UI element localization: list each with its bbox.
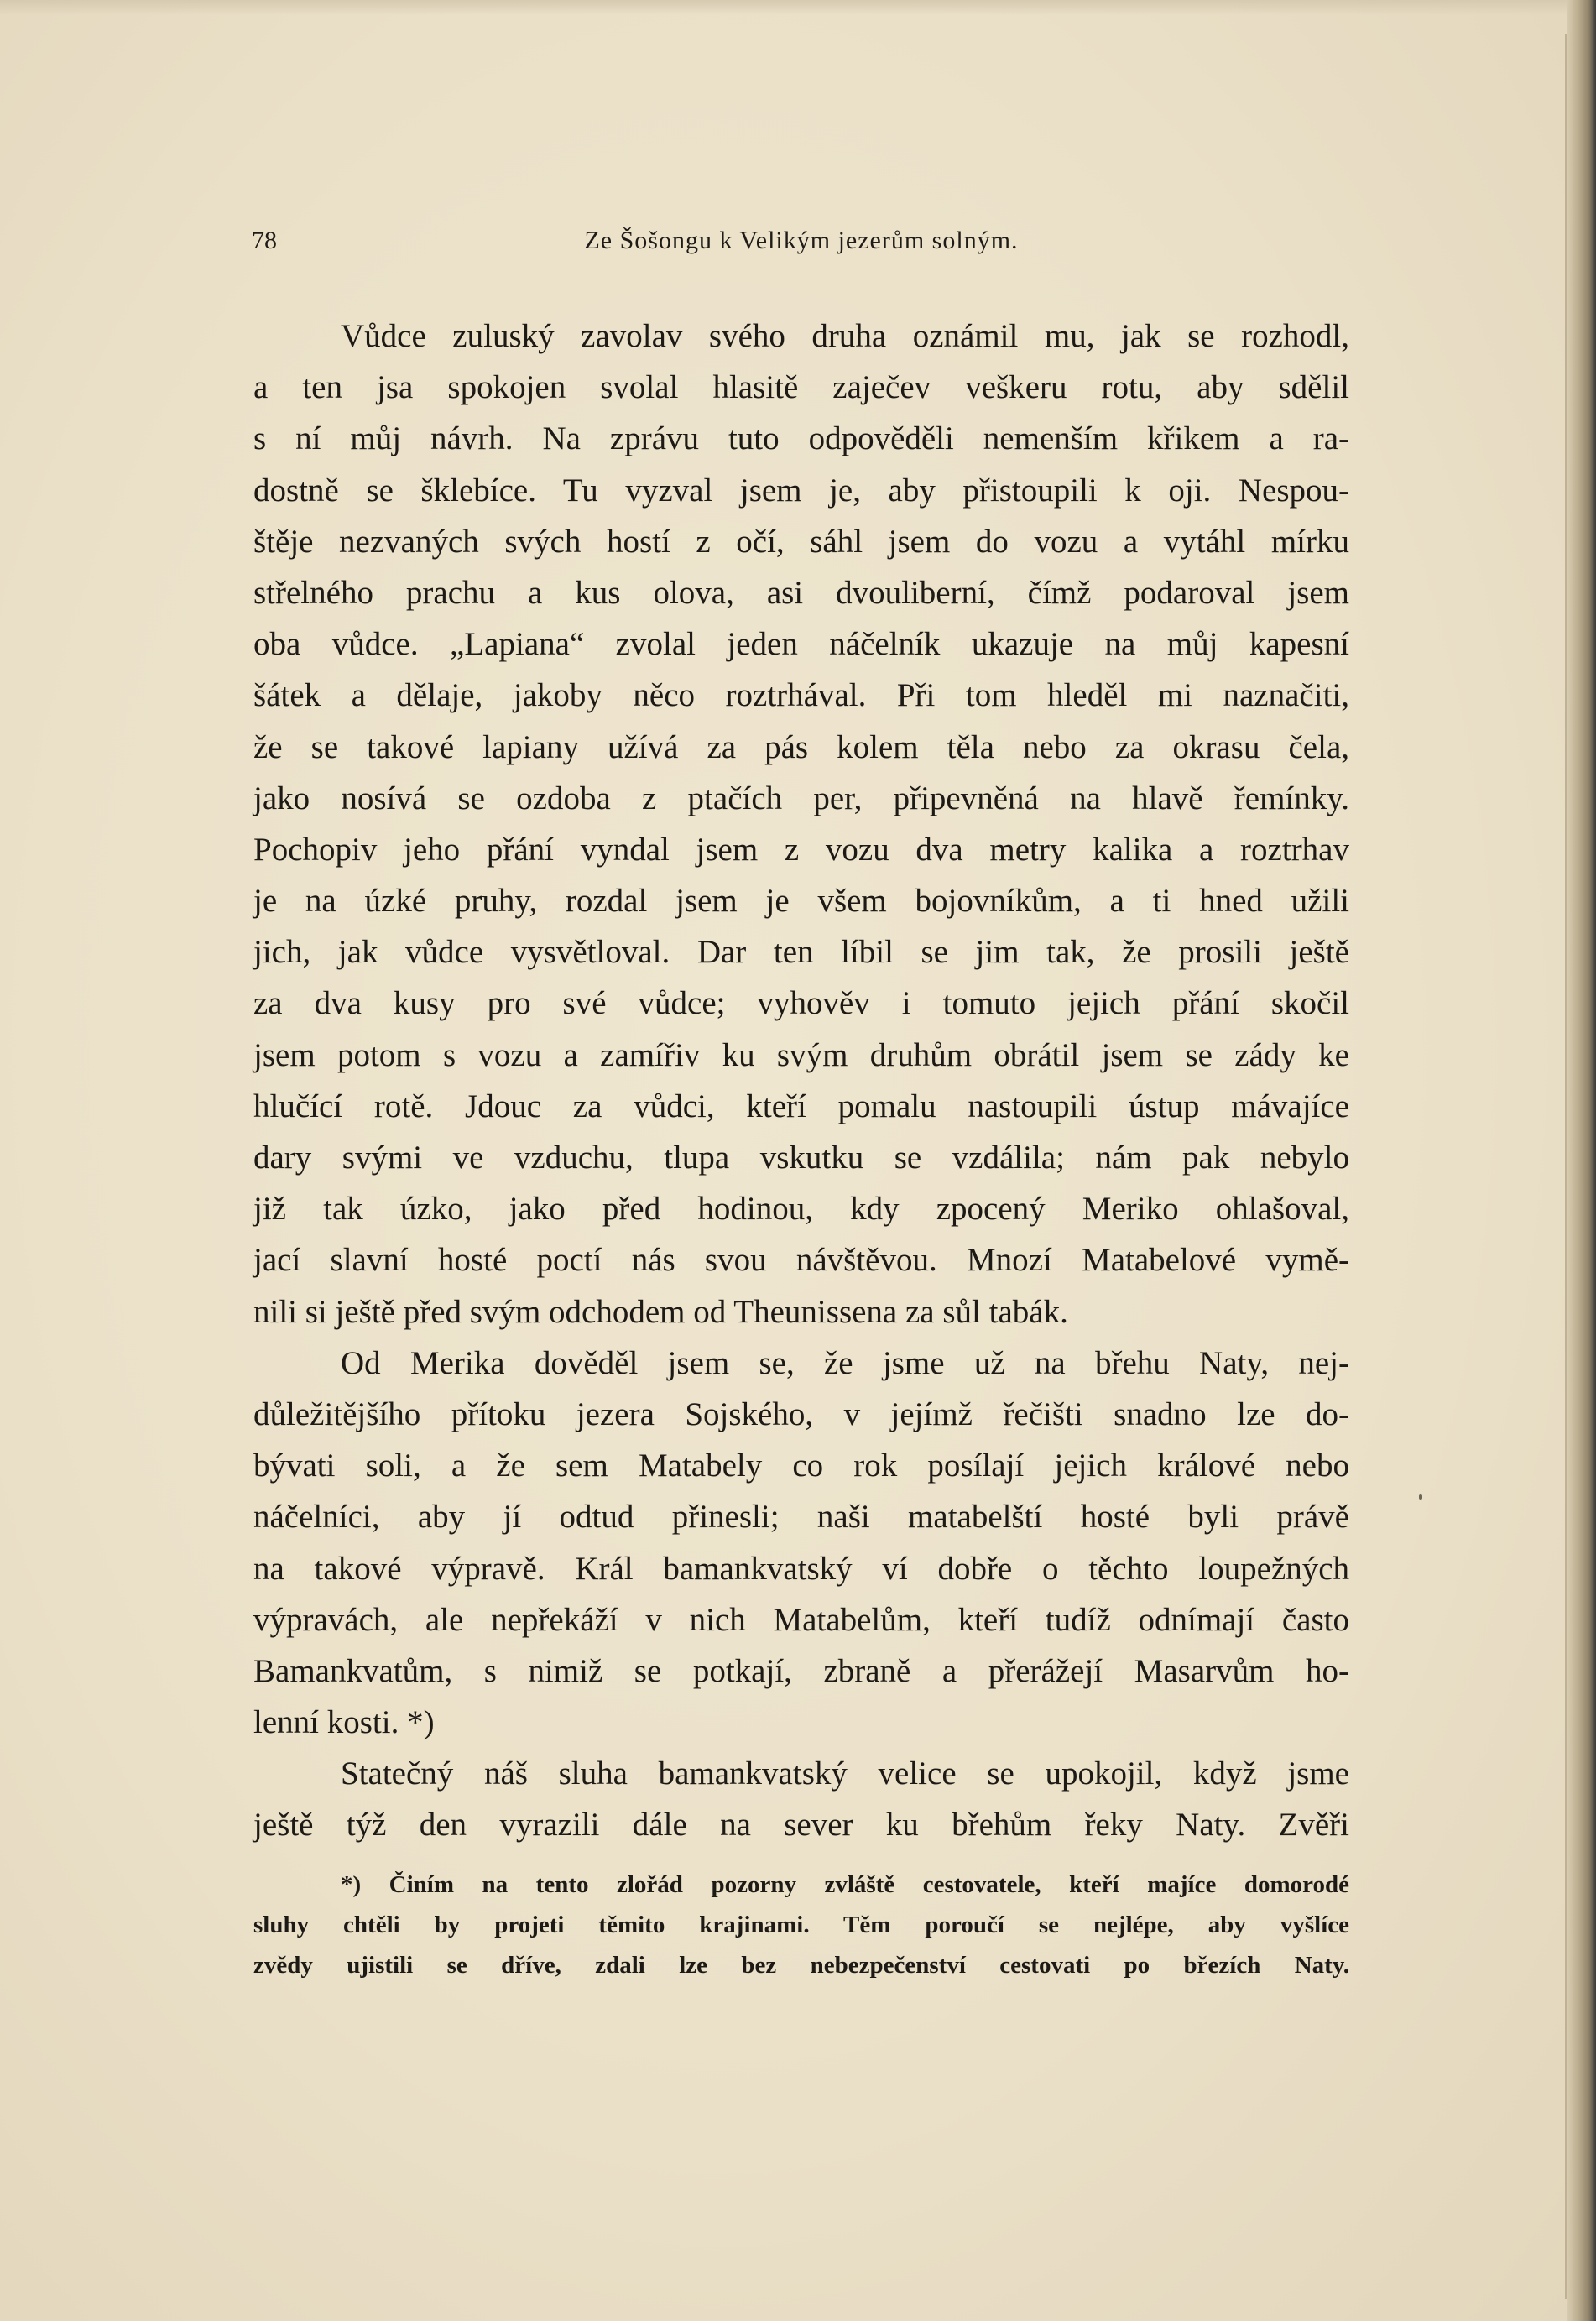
text-line: bývati soli, a že sem Matabely co rok posílají jejich králové nebo bbox=[253, 1447, 1349, 1484]
text-line: lenní kosti. *) bbox=[253, 1704, 435, 1741]
text-line: Pochopiv jeho přání vyndal jsem z vozu dva metry kalika a roztrhav bbox=[253, 831, 1349, 868]
text-line: je na úzké pruhy, rozdal jsem je všem bojovníkům, a ti hned užili bbox=[253, 883, 1349, 920]
text-line: na takové výpravě. Král bamankvatský ví dobře o těchto loupežných bbox=[253, 1550, 1349, 1587]
text-line: dostně se šklebíce. Tu vyzval jsem je, aby přistoupili k oji. Nespou- bbox=[253, 472, 1349, 509]
text-line: za dva kusy pro své vůdce; vyhověv i tomuto jejich přání skočil bbox=[253, 985, 1349, 1022]
text-line: jací slavní hosté poctí nás svou návštěvou. Mnozí Matabelové vymě- bbox=[253, 1242, 1349, 1279]
text-line: oba vůdce. „Lapiana“ zvolal jeden náčelník ukazuje na můj kapesní bbox=[253, 626, 1349, 663]
text-line: výpravách, ale nepřekáží v nich Matabelům, kteří tudíž odnímají často bbox=[253, 1601, 1349, 1638]
text-line: již tak úzko, jako před hodinou, kdy zpocený Meriko ohlašoval, bbox=[253, 1191, 1349, 1228]
footnote-line: zvědy ujistili se dříve, zdali lze bez nebezpečenství cestovati po březích Naty. bbox=[253, 1952, 1349, 1979]
text-line: nili si ještě před svým odchodem od Theunissena za sůl tabák. bbox=[253, 1293, 1068, 1330]
text-line: dary svými ve vzduchu, tlupa vskutku se vzdálila; nám pak nebylo bbox=[253, 1140, 1349, 1176]
body-text bbox=[253, 310, 1349, 1851]
text-line: Statečný náš sluha bamankvatský velice se upokojil, když jsme bbox=[341, 1755, 1349, 1792]
text-line: a ten jsa spokojen svolal hlasitě zaječev veškeru rotu, aby sdělil bbox=[253, 369, 1349, 406]
text-line: jako nosívá se ozdoba z ptačích per, připevněná na hlavě řemínky. bbox=[253, 780, 1349, 816]
paper-speck bbox=[1419, 1494, 1422, 1500]
text-line: ještě týž den vyrazili dále na sever ku břehům řeky Naty. Zvěři bbox=[253, 1807, 1349, 1844]
text-line: důležitějšího přítoku jezera Sojského, v jejímž řečišti snadno lze do- bbox=[253, 1395, 1349, 1432]
text-line: střelného prachu a kus olova, asi dvouliberní, čímž podaroval jsem bbox=[253, 574, 1349, 611]
text-line: hlučící rotě. Jdouc za vůdci, kteří pomalu nastoupili ústup mávajíce bbox=[253, 1087, 1349, 1124]
footnote-line: sluhy chtěli by projeti těmito krajinami. Těm poroučí se nejlépe, aby vyšlíce bbox=[253, 1912, 1349, 1938]
footnote-line: *) Činím na tento zlořád pozorny zvláště cestovatele, kteří majíce domorodé bbox=[341, 1871, 1349, 1898]
page-number: 78 bbox=[252, 227, 277, 254]
running-title: Ze Šošongu k Velikým jezerům solným. bbox=[584, 227, 1019, 254]
text-line: Vůdce zuluský zavolav svého druha oznámil mu, jak se rozhodl, bbox=[341, 318, 1349, 354]
text-line: jich, jak vůdce vysvětloval. Dar ten líbil se jim tak, že prosili ještě bbox=[253, 934, 1349, 971]
running-head bbox=[252, 227, 1351, 269]
text-line: Bamankvatům, s nimiž se potkají, zbraně a přerážejí Masarvům ho- bbox=[253, 1652, 1349, 1689]
book-spine bbox=[1567, 0, 1596, 2321]
text-line: jsem potom s vozu a zamířiv ku svým druhům obrátil jsem se zády ke bbox=[253, 1036, 1349, 1073]
text-line: štěje nezvaných svých hostí z očí, sáhl jsem do vozu a vytáhl mírku bbox=[253, 523, 1349, 560]
text-line: náčelníci, aby jí odtud přinesli; naši matabelští hosté byli právě bbox=[253, 1499, 1349, 1536]
text-line: šátek a dělaje, jakoby něco roztrhával. Při tom hleděl mi naznačiti, bbox=[253, 677, 1349, 714]
text-line: Od Merika dověděl jsem se, že jsme už na břehu Naty, nej- bbox=[341, 1344, 1349, 1381]
top-shadow bbox=[0, 0, 1596, 15]
text-line: že se takové lapiany užívá za pás kolem těla nebo za okrasu čela, bbox=[253, 728, 1349, 765]
footnote bbox=[253, 1865, 1349, 1985]
text-line: s ní můj návrh. Na zprávu tuto odpověděli nemenším křikem a ra- bbox=[253, 420, 1349, 457]
